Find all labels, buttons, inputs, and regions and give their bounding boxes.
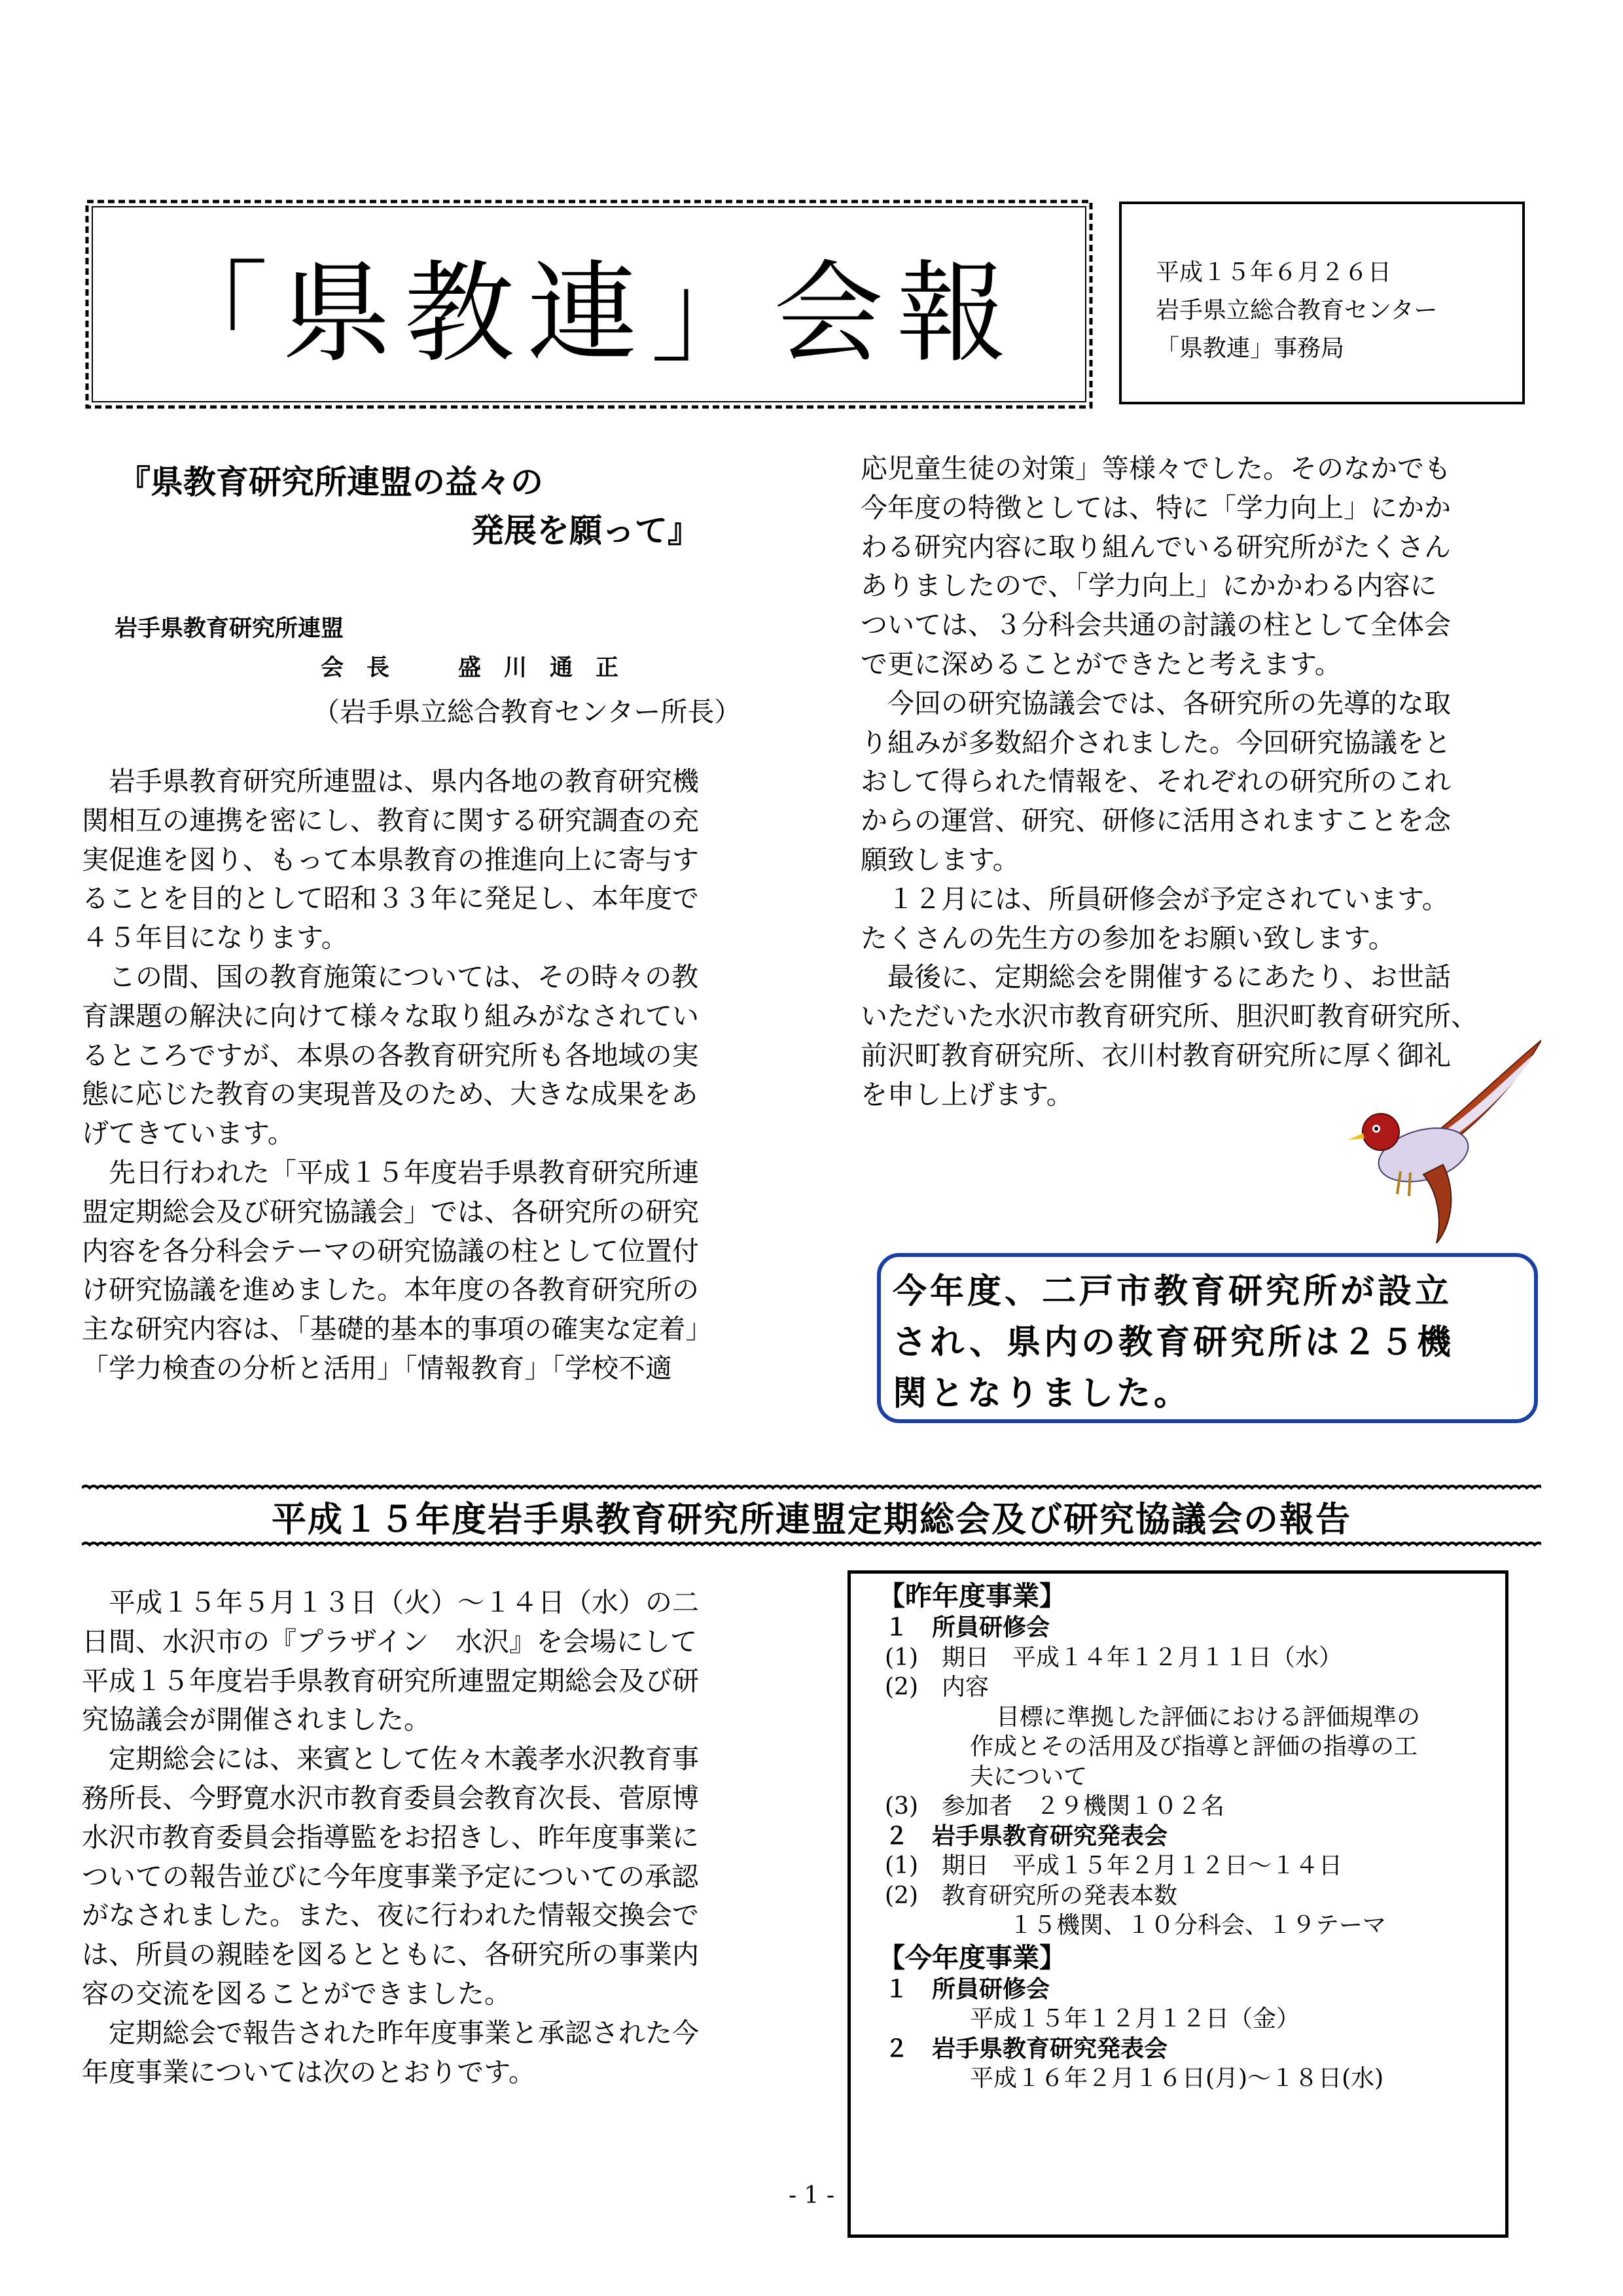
section-left-column xyxy=(82,1583,789,2092)
paragraph-line: け研究協議を進めました。本年度の各教育研究所の xyxy=(82,1274,699,1306)
prev-item-2-count-label: (2) 教育研究所の発表本数 xyxy=(885,1882,1177,1909)
masthead-title: 「県教連」会報 xyxy=(158,249,1020,378)
paragraph-line: 応児童生徒の対策」等様々でした。そのなかでも xyxy=(861,453,1451,484)
author-role: 会 長 盛 川 通 正 xyxy=(321,655,619,681)
paragraph-line: この間、国の教育施策については、その時々の教 xyxy=(82,961,699,993)
paragraph-line: は、所員の親睦を図るとともに、各研究所の事業内 xyxy=(82,1939,699,1971)
prev-item-1-content: 目標に準拠した評価における評価規準の xyxy=(996,1703,1421,1731)
paragraph-line: がなされました。また、夜に行われた情報交換会で xyxy=(82,1899,699,1932)
paragraph-line: 水沢市教育委員会指導監をお招きし、昨年度事業に xyxy=(82,1821,699,1853)
paragraph-line: １２月には、所員研修会が予定されています。 xyxy=(861,883,1449,915)
paragraph-line: からの運営、研究、研修に活用されますことを念 xyxy=(861,805,1451,837)
paragraph-line: たくさんの先生方の参加をお願い致します。 xyxy=(861,922,1395,954)
paragraph-line: ることを目的として昭和３３年に発足し、本年度で xyxy=(82,883,699,915)
current-year-header: 【今年度事業】 xyxy=(878,1941,1066,1973)
prev-item-1-content-label: (2) 内容 xyxy=(885,1674,989,1701)
prev-item-1-participants: (3) 参加者 ２９機関１０２名 xyxy=(885,1793,1224,1820)
paragraph-line: 前沢町教育研究所、衣川村教育研究所に厚く御礼 xyxy=(861,1039,1451,1071)
issue-info-box xyxy=(1119,202,1525,404)
paragraph-line: 関相互の連携を密にし、教育に関する研究調査の充 xyxy=(82,804,699,836)
curr-item-1-date: 平成１５年１２月１２日（金） xyxy=(970,2005,1300,2032)
paragraph-line: ありましたので、「学力向上」にかかわる内容に xyxy=(861,570,1437,602)
paragraph-line: 主な研究内容は、「基礎的基本的事項の確実な定着」 xyxy=(82,1313,713,1345)
paragraph-line: 先日行われた「平成１５年度岩手県教育研究所連 xyxy=(82,1156,699,1188)
paragraph-line: 岩手県教育研究所連盟は、県内各地の教育研究機 xyxy=(82,766,699,797)
callout-line: 関となりました。 xyxy=(893,1374,1192,1413)
paragraph-line: ついての報告並びに今年度事業予定についての承認 xyxy=(82,1860,699,1892)
paragraph-line: ４５年目になります。 xyxy=(82,922,348,954)
paragraph-line: いただいた水沢市教育研究所、胆沢町教育研究所、 xyxy=(861,1000,1478,1033)
author-org: 岩手県教育研究所連盟 xyxy=(115,616,344,642)
paragraph-line: 実促進を図り、もって本県教育の推進向上に寄与す xyxy=(82,843,699,875)
prev-item-1-title: １ 所員研修会 xyxy=(885,1614,1050,1641)
issue-date: 平成１５年６月２６日 xyxy=(1156,259,1392,286)
projects-box xyxy=(847,1570,1508,2238)
section-title: 平成１５年度岩手県教育研究所連盟定期総会及び研究協議会の報告 xyxy=(272,1499,1351,1540)
paragraph-line: おして得られた情報を、それぞれの研究所のこれ xyxy=(861,766,1451,798)
paragraph-line: 盟定期総会及び研究協議会」では、各研究所の研究 xyxy=(82,1195,699,1227)
section-heading-band xyxy=(82,1479,1541,1554)
paragraph-line: 定期総会には、来賓として佐々木義孝水沢教育事 xyxy=(82,1743,699,1775)
paragraph-line: 最後に、定期総会を開催するにあたり、お世話 xyxy=(861,961,1451,993)
paragraph-line: り組みが多数紹介されました。今回研究協議をと xyxy=(861,726,1451,758)
swallow-illustration xyxy=(1345,1034,1541,1243)
prev-item-1-date: (1) 期日 平成１４年１２月１１日（水） xyxy=(885,1644,1342,1671)
paragraph-line: を申し上げます。 xyxy=(861,1078,1073,1110)
article-heading xyxy=(118,458,700,555)
paragraph-line: げてきています。 xyxy=(82,1118,294,1150)
paragraph-line: 今年度の特徴としては、特に「学力向上」にかか xyxy=(861,491,1451,523)
previous-year-header: 【昨年度事業】 xyxy=(878,1580,1066,1612)
paragraph-line: 育課題の解決に向けて様々な取り組みがなされてい xyxy=(82,1000,699,1032)
paragraph-line: 平成１５年５月１３日（火）～１４日（水）の二 xyxy=(82,1587,699,1618)
paragraph-line: 容の交流を図ることができました。 xyxy=(82,1977,511,2009)
paragraph-line: るところですが、本県の各教育研究所も各地域の実 xyxy=(82,1039,699,1071)
paragraph-line: ついては、３分科会共通の討議の柱として全体会 xyxy=(861,609,1451,641)
callout-line: 今年度、二戸市教育研究所が設立 xyxy=(893,1272,1453,1311)
paragraph-line: 態に応じた教育の実現普及のため、大きな成果をあ xyxy=(82,1078,698,1110)
article-heading-line2: 発展を願って』 xyxy=(471,512,700,550)
prev-item-1-content: 作成とその活用及び指導と評価の指導の工 xyxy=(970,1733,1418,1760)
paragraph-line: 「学力検査の分析と活用」「情報教育」「学校不適 xyxy=(82,1352,672,1384)
prev-item-2-count: １５機関、１０分科会、１９テーマ xyxy=(1009,1912,1387,1939)
paragraph-line: 務所長、今野寛水沢市教育委員会教育次長、菅原博 xyxy=(82,1782,699,1814)
paragraph-line: 定期総会で報告された昨年度事業と承認された今 xyxy=(82,2017,699,2049)
author-affiliation: （岩手県立総合教育センター所長） xyxy=(313,696,741,728)
article-right-column xyxy=(861,450,1554,1115)
issuer-office: 「県教連」事務局 xyxy=(1156,335,1345,362)
curr-item-1-title: １ 所員研修会 xyxy=(885,1975,1050,2003)
callout-box xyxy=(877,1253,1538,1423)
article-left-column xyxy=(82,762,789,1388)
article-heading-line1: 『県教育研究所連盟の益々の xyxy=(118,463,543,501)
prev-item-1-content: 夫について xyxy=(970,1763,1088,1790)
paragraph-line: 年度事業については次のとおりです。 xyxy=(82,2056,535,2088)
paragraph-line: わる研究内容に取り組んでいる研究所がたくさん xyxy=(861,531,1451,563)
prev-item-2-title: ２ 岩手県教育研究発表会 xyxy=(885,1822,1168,1850)
paragraph-line: 今回の研究協議会では、各研究所の先導的な取 xyxy=(861,687,1451,719)
masthead xyxy=(82,196,1096,412)
paragraph-line: で更に深めることができたと考えます。 xyxy=(861,648,1342,680)
curr-item-2-title: ２ 岩手県教育研究発表会 xyxy=(885,2035,1168,2062)
paragraph-line: 内容を各分科会テーマの研究協議の柱として位置付 xyxy=(82,1235,699,1267)
issuer-org: 岩手県立総合教育センター xyxy=(1156,297,1438,324)
paragraph-line: 願致します。 xyxy=(861,843,1020,875)
paragraph-line: 日間、水沢市の『プラザイン 水沢』を会場にして xyxy=(82,1625,698,1657)
page-number: - 1 - xyxy=(788,2182,835,2209)
paragraph-line: 平成１５年度岩手県教育研究所連盟定期総会及び研 xyxy=(82,1665,699,1697)
callout-line: され、県内の教育研究所は２５機 xyxy=(893,1323,1455,1362)
paragraph-line: 究協議会が開催されました。 xyxy=(82,1704,431,1736)
prev-item-2-date: (1) 期日 平成１５年２月１２日～１４日 xyxy=(885,1852,1342,1879)
curr-item-2-date: 平成１６年２月１６日(月)～１８日(水) xyxy=(970,2065,1384,2092)
